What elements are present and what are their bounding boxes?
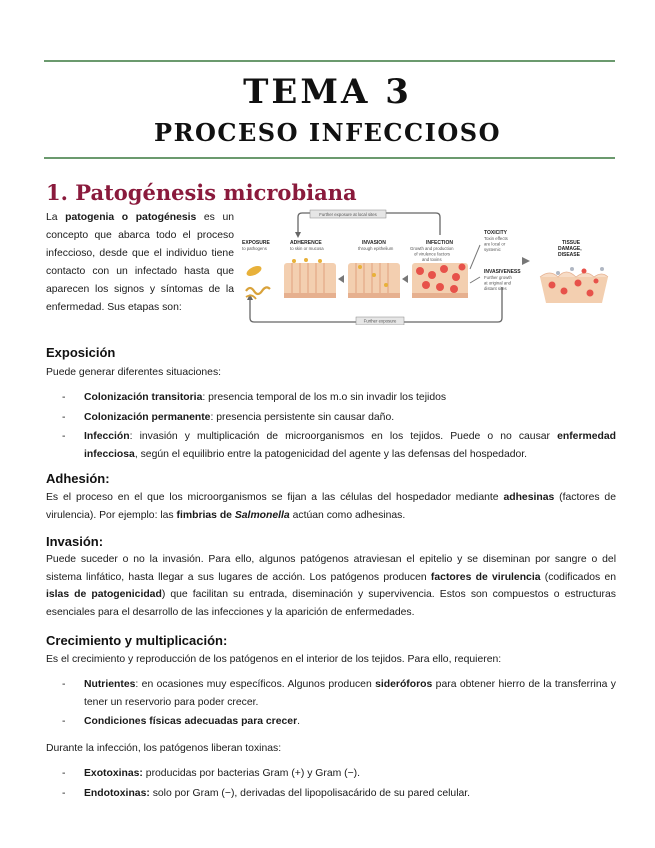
invasion-paragraph: Puede suceder o no la invasión. Para ello, algunos patógenos atraviesan el epitelio y se diseminan por sangre o del sistema linfático, hasta llegar a sus lugares de acción. Los patógenos producen factores de virulencia (codificados en islas de patogenicidad) que facilitan su entrada, diseminación y supervivencia. Estos son compuestos o estructuras esenciales para el desarrollo de las infecciones y la aparición de enfermedades. xyxy=(46,554,617,618)
top-divider xyxy=(44,60,615,62)
exposure-sublabel: to pathogens xyxy=(242,246,267,251)
bottom-arrow-label: Further exposure xyxy=(363,318,397,324)
pathogen-rod xyxy=(245,264,263,278)
list-item: - Nutrientes: en ocasiones muy específicos. Algunos producen sideróforos para obtener hierro de la transferrina y tener un reservorio para poder crecer. xyxy=(62,676,616,711)
exposicion-list xyxy=(62,389,616,465)
adhesion-heading: Adhesión: xyxy=(46,471,110,486)
damage-label-1: TISSUE xyxy=(562,240,581,246)
crecimiento-intro: Es el crecimiento y reproducción de los patógenos en el interior de los tejidos. Para ello, requieren: xyxy=(46,654,502,665)
infection-label: INFECTION xyxy=(426,240,453,246)
list-item: - Colonización transitoria: presencia temporal de los m.o sin invadir los tejidos xyxy=(62,389,616,407)
toxicity-sublabel-2: are local or xyxy=(484,241,506,247)
section-title: 1. Patogénesis microbiana xyxy=(46,180,357,205)
list-item: - Endotoxinas: solo por Gram (−), derivadas del lipopolisacárido de su pared celular. xyxy=(62,785,616,803)
bottom-divider xyxy=(44,157,615,159)
invasion-label: INVASION xyxy=(362,240,386,246)
toxicity-sublabel-3: systemic xyxy=(484,247,501,252)
adherence-sublabel: to skin or mucosa xyxy=(290,246,324,251)
arrow-invasion-infection xyxy=(402,275,408,283)
damaged-tissue xyxy=(540,267,608,303)
crecimiento-list xyxy=(62,676,616,733)
top-arrow-label: Further exposure at local sites xyxy=(319,211,377,217)
top-arrow-head xyxy=(295,232,301,238)
adhesion-paragraph: Es el proceso en el que los microorganismos se fijan a las células del hospedador mediante adhesinas (factores de virulencia). Por ejemplo: las fimbrias de Salmonella actúan como adhesinas. xyxy=(46,492,616,521)
invasiveness-sublabel-1: Further growth xyxy=(484,275,512,280)
arrow-to-damage xyxy=(522,257,530,265)
toxicity-label: TOXICITY xyxy=(484,230,507,236)
infection-tissue xyxy=(412,263,468,298)
toxins-list xyxy=(62,765,616,804)
invasion-tissue xyxy=(348,263,400,298)
exposicion-intro: Puede generar diferentes situaciones: xyxy=(46,367,222,378)
branch-arrows xyxy=(470,245,480,283)
invasion-heading: Invasión: xyxy=(46,534,104,549)
invasiveness-sublabel-2: at original and xyxy=(484,280,511,286)
list-item: - Exotoxinas: producidas por bacterias Gram (+) y Gram (−). xyxy=(62,765,616,783)
list-item: - Infección: invasión y multiplicación de microorganismos en los tejidos. Puede o no causar enfermedad infecciosa, según el equilibrio entre la patogenicidad del agente y las defensas del hospedador. xyxy=(62,428,616,463)
tema-subtitle: PROCESO INFECCIOSO xyxy=(154,118,501,147)
toxicity-sublabel-1: Toxin effects xyxy=(484,236,508,241)
pathogen-spiral xyxy=(246,287,270,294)
adherence-label: ADHERENCE xyxy=(290,240,322,246)
intro-paragraph: La patogenia o patogénesis es un concepto que abarca todo el proceso infeccioso, desde que el individuo tiene contacto con un infectado hasta que aparecen los signos y síntomas de la enfermedad. Sus etapas son: xyxy=(46,212,234,314)
exposicion-heading: Exposición xyxy=(46,345,116,360)
crecimiento-heading: Crecimiento y multiplicación: xyxy=(46,633,228,648)
infection-sublabel-1: Growth and production xyxy=(410,246,454,251)
pathogenesis-diagram xyxy=(240,205,615,325)
damage-label-2: DAMAGE, xyxy=(558,246,582,252)
invasiveness-sublabel-3: distant sites xyxy=(484,286,507,291)
infection-sublabel-2: of virulence factors xyxy=(414,251,451,257)
exposure-label: EXPOSURE xyxy=(242,240,270,246)
invasion-sublabel: through epithelium xyxy=(358,246,394,251)
tema-title: TEMA 3 xyxy=(243,72,412,112)
arrow-adherence-invasion xyxy=(338,275,344,283)
damage-label-3: DISEASE xyxy=(558,252,580,258)
list-item: - Condiciones físicas adecuadas para crecer. xyxy=(62,713,616,731)
toxins-intro: Durante la infección, los patógenos liberan toxinas: xyxy=(46,743,282,754)
list-item: - Colonización permanente: presencia persistente sin causar daño. xyxy=(62,409,616,427)
infection-sublabel-3: and toxins xyxy=(422,257,442,262)
invasiveness-label: INVASIVENESS xyxy=(484,269,521,275)
adherence-tissue xyxy=(284,258,336,298)
